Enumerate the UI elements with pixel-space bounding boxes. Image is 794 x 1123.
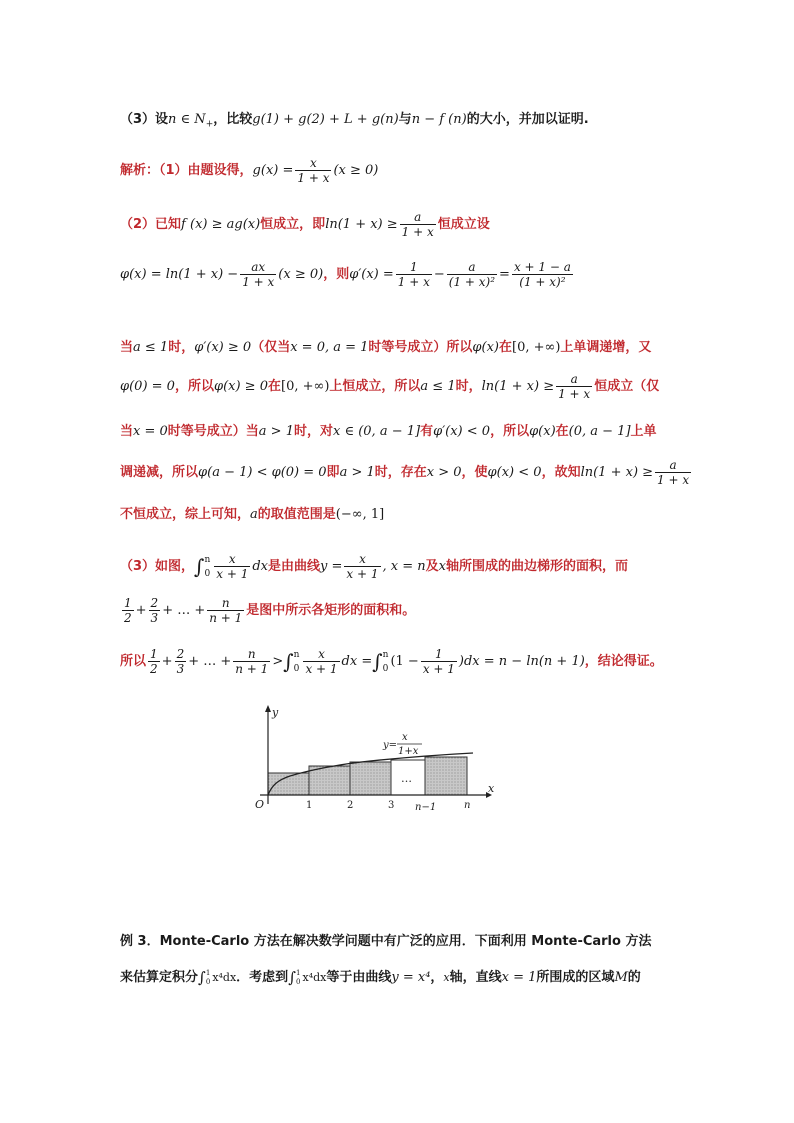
q3-math-n: n ∈ N (168, 112, 206, 127)
ex3-line-1 (120, 930, 651, 949)
sol2-den: 1 + x (401, 225, 434, 239)
p3-t7: 上单 (630, 424, 657, 439)
p3-m6: (0, a − 1] (568, 424, 631, 439)
sol1-num: x (310, 156, 317, 170)
phi-num1: ax (251, 260, 266, 274)
tick-label-1: 1 (306, 800, 313, 811)
q3-text-end: 的大小，并加以证明. (466, 112, 589, 127)
p1-m1: a ≤ 1 (133, 340, 169, 355)
concl-n2: 2 (176, 647, 185, 661)
p2-m5: ln(1 + x) ≥ (481, 379, 555, 394)
p3-t4: 有 (420, 424, 434, 439)
sol3-upper: n (204, 554, 211, 565)
ex3-t1: 来估算定积分 (120, 970, 199, 985)
p2-t4: 时， (455, 379, 482, 394)
sol3-t1: 是由曲线 (268, 559, 321, 574)
phi-t1: ，则 (323, 267, 350, 282)
para-line-2 (120, 372, 659, 401)
p5-m1: a (250, 507, 258, 522)
p2-t2: 在 (267, 379, 281, 394)
ex3-l1: 例 3．Monte-Carlo 方法在解决数学问题中有广泛的应用．下面利用 Monte-Carlo 方法 (120, 934, 652, 949)
sol2-t2: 恒成立，即 (260, 217, 326, 232)
curve-label-num: x (402, 732, 408, 743)
p3-m1: x = 0 (133, 424, 168, 439)
concl-frac2 (175, 647, 187, 676)
ex3-upper: 1 (205, 968, 211, 977)
sol1-line (120, 156, 378, 185)
concl-gt: > (272, 654, 284, 669)
p4-den: 1 + x (657, 473, 690, 487)
sum-d2: 3 (150, 611, 159, 625)
ex3-m2: x⁴dx (302, 971, 327, 984)
rect-last (425, 757, 467, 795)
x-axis-label: x (488, 782, 495, 795)
ex3-t3: 等于由曲线 (326, 970, 392, 985)
p4-t5: ，故知 (541, 465, 581, 480)
concl-lower-2: 0 (382, 663, 389, 674)
sum-frac3 (207, 596, 244, 625)
phi-frac1 (240, 260, 276, 289)
sum-n2: 2 (150, 596, 159, 610)
concl-lower: 0 (293, 663, 300, 674)
y-axis-arrow-icon (265, 705, 271, 712)
sol1-cond: (x ≥ 0) (333, 163, 379, 178)
p1-m5: [0, +∞) (512, 340, 561, 355)
p3-t2: 时等号成立）当 (167, 424, 259, 439)
phi-minus: − (433, 267, 445, 282)
p4-num: a (669, 458, 677, 472)
phi-eq: = (499, 267, 510, 282)
concl-frac5 (421, 647, 457, 676)
sol3-lower: 0 (204, 568, 211, 579)
sol3-dx: dx (252, 559, 269, 574)
sol3-t3: 轴所围成的曲边梯形的面积，而 (446, 559, 629, 574)
sol1-frac (295, 156, 331, 185)
sum-d1: 2 (124, 611, 132, 625)
p2-frac (556, 372, 592, 401)
p2-m3: [0, +∞) (281, 379, 330, 394)
q3-label: （3）设 (120, 112, 169, 127)
ex3-t6: 所围成的区域 (536, 970, 615, 985)
p5-t1: 不恒成立，综上可知， (120, 507, 251, 522)
ex3-t5: 轴，直线 (449, 970, 502, 985)
concl-dx: dx = (341, 654, 373, 669)
ex3-m5: x = 1 (501, 970, 537, 985)
p4-m1: φ(a − 1) < φ(0) = 0 (198, 465, 327, 480)
ex3-limits (206, 969, 210, 987)
q3-math-nf: n − f (n) (411, 112, 467, 127)
sol3-m2: , x = n (382, 559, 426, 574)
concl-plus: + (161, 654, 173, 669)
p2-den: 1 + x (558, 387, 591, 401)
concl-upper-2: n (382, 649, 389, 660)
p1-t5: 在 (499, 340, 513, 355)
para-line-1 (120, 336, 651, 355)
concl-m1: (1 − (390, 654, 419, 669)
sol1-label: 解析：（1）由题设得， (120, 163, 253, 178)
p1-m2: φ′(x) ≥ 0 (194, 340, 252, 355)
concl-n1: 1 (150, 647, 158, 661)
p2-t5: 恒成立（仅 (594, 379, 660, 394)
phi-frac3 (447, 260, 497, 289)
ex3-limits-2 (296, 969, 300, 987)
concl-integral-sign: ∫ (283, 649, 294, 674)
concl-limits (294, 648, 300, 676)
sol2-m2: ln(1 + x) ≥ (325, 217, 398, 232)
p1-m3: x = 0, a = 1 (290, 340, 369, 355)
p4-t2: 即 (326, 465, 340, 480)
sol3-den: x + 1 (216, 567, 249, 581)
p2-t3: 上恒成立，所以 (329, 379, 421, 394)
sol1-den: 1 + x (297, 171, 330, 185)
p4-m4: φ(x) < 0 (487, 465, 542, 480)
ex3-lower: 0 (205, 977, 211, 986)
sum-frac1 (122, 596, 134, 625)
concl-limits-2 (383, 648, 389, 676)
sol3-m1: y = (320, 559, 343, 574)
concl-dots: + … + (188, 654, 232, 669)
phi-den2: 1 + x (397, 275, 430, 289)
p3-m5: φ(x) (529, 424, 556, 439)
phi-den3: (1 + x)² (448, 275, 496, 289)
para-line-4 (120, 458, 693, 487)
p3-m4: φ′(x) < 0 (433, 424, 491, 439)
tick-label-n: n (464, 800, 471, 811)
sol2-num: a (414, 210, 422, 224)
concl-t0: 所以 (120, 654, 147, 669)
concl-n5: 1 (435, 647, 443, 661)
sol2-t3: 恒成立设 (437, 217, 490, 232)
area-figure (250, 700, 510, 830)
q3-line (120, 108, 589, 130)
concl-d2: 3 (176, 662, 185, 676)
concl-d5: x + 1 (422, 662, 455, 676)
phi-den4: (1 + x)² (512, 274, 573, 289)
phi-m2: φ′(x) = (349, 267, 394, 282)
ex3-t7: 的 (627, 970, 641, 985)
sol2-label: （2）已知 (120, 217, 182, 232)
phi-num2: 1 (410, 260, 418, 274)
ex3-m6: M (614, 970, 628, 985)
p3-t3: 时，对 (293, 424, 333, 439)
q3-math-sum: g(1) + g(2) + L + g(n) (252, 112, 399, 127)
concl-n4: x (318, 647, 325, 661)
sum-frac2 (149, 596, 161, 625)
curve-label-den: 1+x (398, 746, 419, 757)
p1-t2: 时， (168, 340, 195, 355)
phi-frac2 (396, 260, 432, 289)
concl-frac4 (303, 647, 339, 676)
phi-cond: (x ≥ 0) (278, 267, 324, 282)
sol3-frac2 (344, 552, 380, 581)
sol2-line (120, 210, 490, 239)
sol3-t2: 及 (425, 559, 439, 574)
concl-integral-sign-2: ∫ (372, 649, 383, 674)
sol3-line (120, 552, 628, 581)
sol1-lhs: g(x) = (252, 163, 294, 178)
p4-frac (655, 458, 691, 487)
p1-t4: 时等号成立）所以 (368, 340, 473, 355)
p1-t1: 当 (120, 340, 134, 355)
concl-upper: n (293, 649, 300, 660)
p4-t3: 时，存在 (374, 465, 427, 480)
para-line-5 (120, 503, 384, 522)
concl-m2: )dx = n − ln(n + 1) (458, 654, 585, 669)
concl-d1: 2 (150, 662, 158, 676)
ex3-integral-sign: ∫ (198, 968, 206, 987)
phi-num3: a (468, 260, 476, 274)
sol3-num: x (228, 552, 236, 566)
sol3-den2: x + 1 (346, 567, 379, 581)
p3-t1: 当 (120, 424, 134, 439)
q3-text-compare: ，比较 (213, 112, 253, 127)
sol3-label: （3）如图， (120, 559, 195, 574)
p2-t1: ，所以 (174, 379, 214, 394)
origin-label: O (255, 798, 265, 811)
p4-m3: x > 0 (426, 465, 462, 480)
p1-t3: （仅当 (251, 340, 291, 355)
sum-n1: 1 (124, 596, 132, 610)
phi-line (120, 260, 575, 289)
ex3-m4: x (443, 971, 450, 984)
ex3-integral-sign-2: ∫ (288, 968, 297, 987)
concl-frac1 (148, 647, 160, 676)
conclusion-line (120, 647, 663, 676)
ex3-m3: y = x⁴ (391, 970, 431, 985)
tick-label-3: 3 (388, 800, 395, 811)
p4-m2: a > 1 (339, 465, 375, 480)
tick-label-2: 2 (347, 800, 354, 811)
sol3-num2: x (359, 552, 366, 566)
ex3-t4: ， (430, 970, 444, 985)
p1-m4: φ(x) (472, 340, 499, 355)
tick-label-n-1: n−1 (415, 802, 437, 813)
p3-t5: ，所以 (490, 424, 530, 439)
q3-text-and: 与 (398, 112, 412, 127)
sol3-frac (214, 552, 250, 581)
phi-frac4 (512, 260, 573, 289)
sum-d3: n + 1 (209, 611, 243, 625)
phi-lhs: φ(x) = ln(1 + x) − (120, 267, 239, 282)
sol3-m3: x (438, 559, 446, 574)
sol2-m1: f (x) ≥ ag(x) (181, 217, 261, 232)
p1-t6: 上单调递增，又 (560, 340, 652, 355)
concl-d4: x + 1 (305, 662, 338, 676)
p2-m4: a ≤ 1 (420, 379, 456, 394)
p2-num: a (570, 372, 578, 386)
rect-2 (309, 766, 350, 795)
p3-m2: a > 1 (258, 424, 294, 439)
sum-dots: + … + (162, 603, 206, 618)
rect-3 (350, 762, 391, 795)
sum-n3: n (221, 596, 230, 610)
p4-m5: ln(1 + x) ≥ (580, 465, 654, 480)
concl-frac3 (233, 647, 270, 676)
q3-sub: + (205, 119, 214, 130)
p2-m2: φ(x) ≥ 0 (213, 379, 268, 394)
sum-plus: + (135, 603, 147, 618)
ex3-m1: x⁴dx (212, 971, 237, 984)
p3-m3: x ∈ (0, a − 1] (333, 424, 421, 439)
sum-line (120, 596, 415, 625)
p5-t2: 的取值范围是 (257, 507, 336, 522)
sum-t1: 是图中所示各矩形的面积和。 (246, 603, 416, 618)
ex3-lower-2: 0 (296, 977, 301, 986)
sol3-limits (204, 553, 210, 581)
p2-m1: φ(0) = 0 (120, 379, 175, 394)
concl-d3: n + 1 (235, 662, 269, 676)
ex3-line-2 (120, 966, 641, 987)
sol3-integral-sign: ∫ (194, 554, 205, 579)
phi-num4: x + 1 − a (513, 260, 571, 274)
phi-den1: 1 + x (242, 275, 275, 289)
ex3-upper-2: 1 (296, 968, 301, 977)
concl-n3: n (247, 647, 256, 661)
concl-t1: ，结论得证。 (584, 654, 663, 669)
sol2-frac (400, 210, 436, 239)
y-axis-label: y (272, 706, 279, 719)
curve-label-lhs: y= (383, 740, 398, 751)
p3-t6: 在 (555, 424, 569, 439)
ellipsis-label: … (401, 772, 412, 785)
para-line-3 (120, 420, 657, 439)
ex3-t2: ．考虑到 (236, 970, 289, 985)
p4-t1: 调递减，所以 (120, 465, 199, 480)
p5-m2: (−∞, 1] (335, 507, 385, 522)
p4-t4: ，使 (461, 465, 488, 480)
